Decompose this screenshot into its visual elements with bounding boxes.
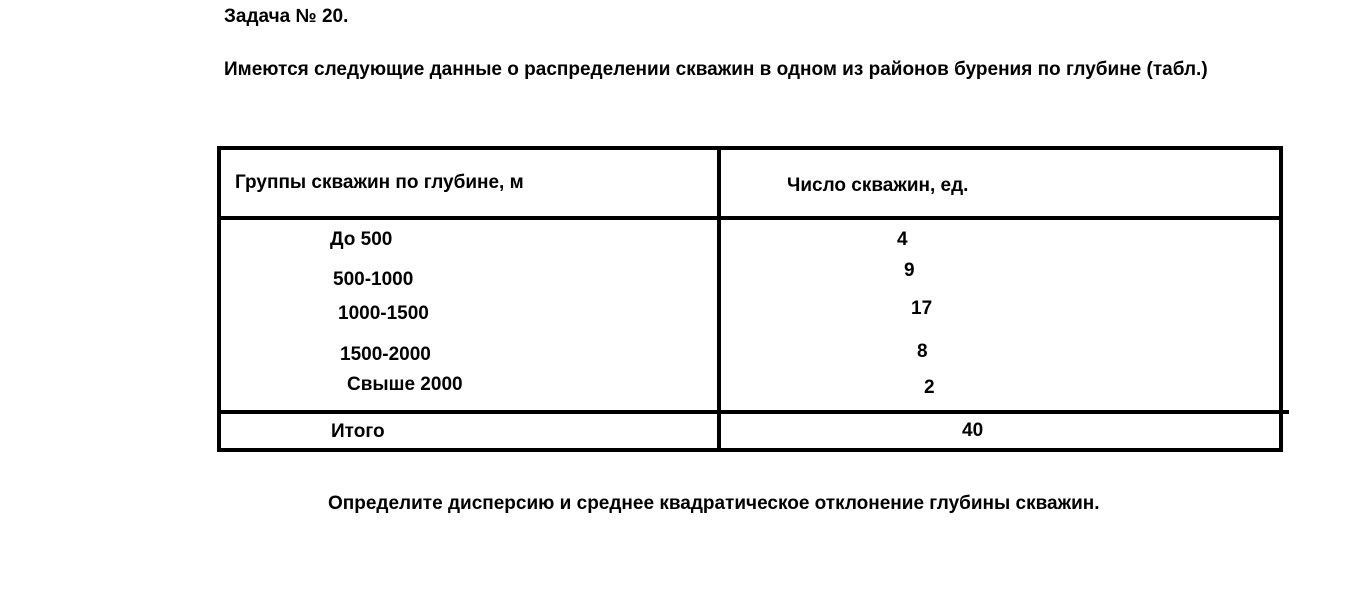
task-title: Задача № 20. (224, 6, 349, 27)
total-label: Итого (331, 421, 385, 442)
header-divider (221, 216, 1281, 220)
task-intro: Имеются следующие данные о распределении скважин в одном из районов бурения по глубине (табл.) (224, 59, 1208, 80)
row-count-3: 17 (911, 298, 933, 319)
row-group-5: Свыше 2000 (347, 374, 463, 395)
row-group-1: До 500 (330, 229, 393, 250)
total-divider (221, 410, 1289, 414)
total-value: 40 (962, 420, 984, 441)
row-count-4: 8 (917, 341, 928, 362)
header-count: Число скважин, ед. (787, 175, 969, 196)
row-count-1: 4 (897, 229, 908, 250)
header-group: Группы скважин по глубине, м (235, 172, 524, 193)
row-count-2: 9 (904, 260, 915, 281)
column-divider (717, 150, 721, 450)
row-group-2: 500-1000 (333, 269, 414, 290)
row-group-3: 1000-1500 (338, 303, 429, 324)
task-question: Определите дисперсию и среднее квадратическое отклонение глубины скважин. (328, 493, 1100, 514)
row-count-5: 2 (924, 377, 935, 398)
row-group-4: 1500-2000 (340, 344, 431, 365)
